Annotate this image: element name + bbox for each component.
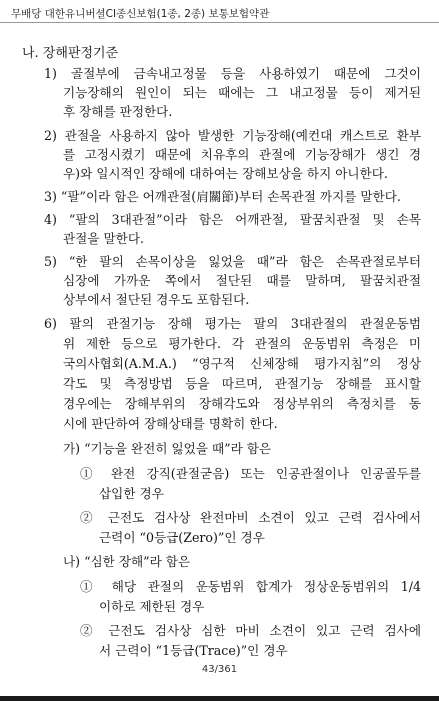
criteria-item-3-line-1: 3) “팔”이라 함은 어깨관절(肩關節)부터 손목관절 까지를 말한다.	[44, 189, 401, 204]
sub-criteria-a-item-1-line-2: 삽입한 경우	[99, 486, 164, 501]
sub-criteria-b-item-1-line-2: 이하로 제한된 경우	[99, 599, 205, 614]
criteria-item-6-line-4: 각도 및 측정방법 등을 따르며, 관절기능 장해를 표시할	[63, 376, 421, 391]
criteria-item-1-line-3: 후 장해를 판정한다.	[63, 104, 173, 119]
criteria-item-5-line-2: 심장에 가까운 쪽에서 절단된 때를 말하며, 팔꿈치관절	[63, 273, 421, 288]
section-title: 나. 장해판정기준	[22, 46, 119, 61]
criteria-item-1-line-2: 기능장해의 원인이 되는 때에는 그 내고정물 등이 제거된	[63, 85, 421, 100]
criteria-item-2-line-2: 를 고정시켰기 때문에 치유후의 관절에 기능장해가 생긴 경	[63, 147, 421, 162]
sub-criteria-a-title: 가) “기능을 완전히 잃었을 때”라 함은	[63, 441, 272, 456]
criteria-item-6-line-6: 시에 판단하여 장해상태를 명확히 한다.	[63, 416, 278, 431]
sub-criteria-a-item-2-line-1: ② 근전도 검사상 완전마비 소견이 있고 근력 검사에서	[80, 510, 421, 525]
header-divider	[0, 22, 439, 23]
sub-criteria-b-item-2-line-2: 서 근력이 “1등급(Trace)”인 경우	[99, 643, 288, 658]
criteria-item-2-line-1: 2) 관절을 사용하지 않아 발생한 기능장해(예컨대 캐스트로 환부	[44, 128, 421, 143]
sub-criteria-a-item-1-line-1: ① 완전 강직(관절굳음) 또는 인공관절이나 인공골두를	[80, 466, 421, 481]
viewer-bottom-bar	[0, 696, 439, 701]
criteria-item-6-line-3: 국의사협회(A.M.A.) “영구적 신체장해 평가지침”의 정상	[63, 356, 421, 371]
criteria-item-4-line-2: 관절을 말한다.	[63, 231, 144, 246]
criteria-item-6-line-5: 경우에는 장해부위의 장해각도와 정상부위의 측정치를 동	[63, 396, 421, 411]
sub-criteria-b-item-2-line-1: ② 근전도 검사상 심한 마비 소견이 있고 근력 검사에	[80, 623, 421, 638]
criteria-item-6-line-2: 위 제한 등으로 평가한다. 각 관절의 운동범위 측정은 미	[63, 336, 421, 351]
criteria-item-4-line-1: 4) “팔의 3대관절”이라 함은 어깨관절, 팔꿈치관절 및 손목	[44, 212, 421, 227]
sub-criteria-b-title: 나) “심한 장해”라 함은	[63, 554, 191, 569]
criteria-item-6-line-1: 6) 팔의 관절기능 장해 평가는 팔의 3대관절의 관절운동범	[44, 316, 421, 331]
criteria-item-1-line-1: 1) 골절부에 금속내고정물 등을 사용하였기 때문에 그것이	[44, 66, 421, 81]
criteria-item-5-line-3: 상부에서 절단된 경우도 포함된다.	[63, 292, 250, 307]
criteria-item-5-line-1: 5) “한 팔의 손목이상을 잃었을 때”라 함은 손목관절로부터	[44, 254, 421, 269]
sub-criteria-a-item-2-line-2: 근력이 “0등급(Zero)”인 경우	[99, 530, 265, 545]
document-header: 무배당 대한유니버셜CI종신보험(1종, 2종) 보통보험약관	[11, 8, 270, 20]
page-number: 43/361	[201, 664, 238, 675]
sub-criteria-b-item-1-line-1: ① 해당 관절의 운동범위 합계가 정상운동범위의 1/4	[80, 579, 421, 594]
criteria-item-2-line-3: 우)와 일시적인 장해에 대하여는 장해보상을 하지 아니한다.	[63, 166, 388, 181]
